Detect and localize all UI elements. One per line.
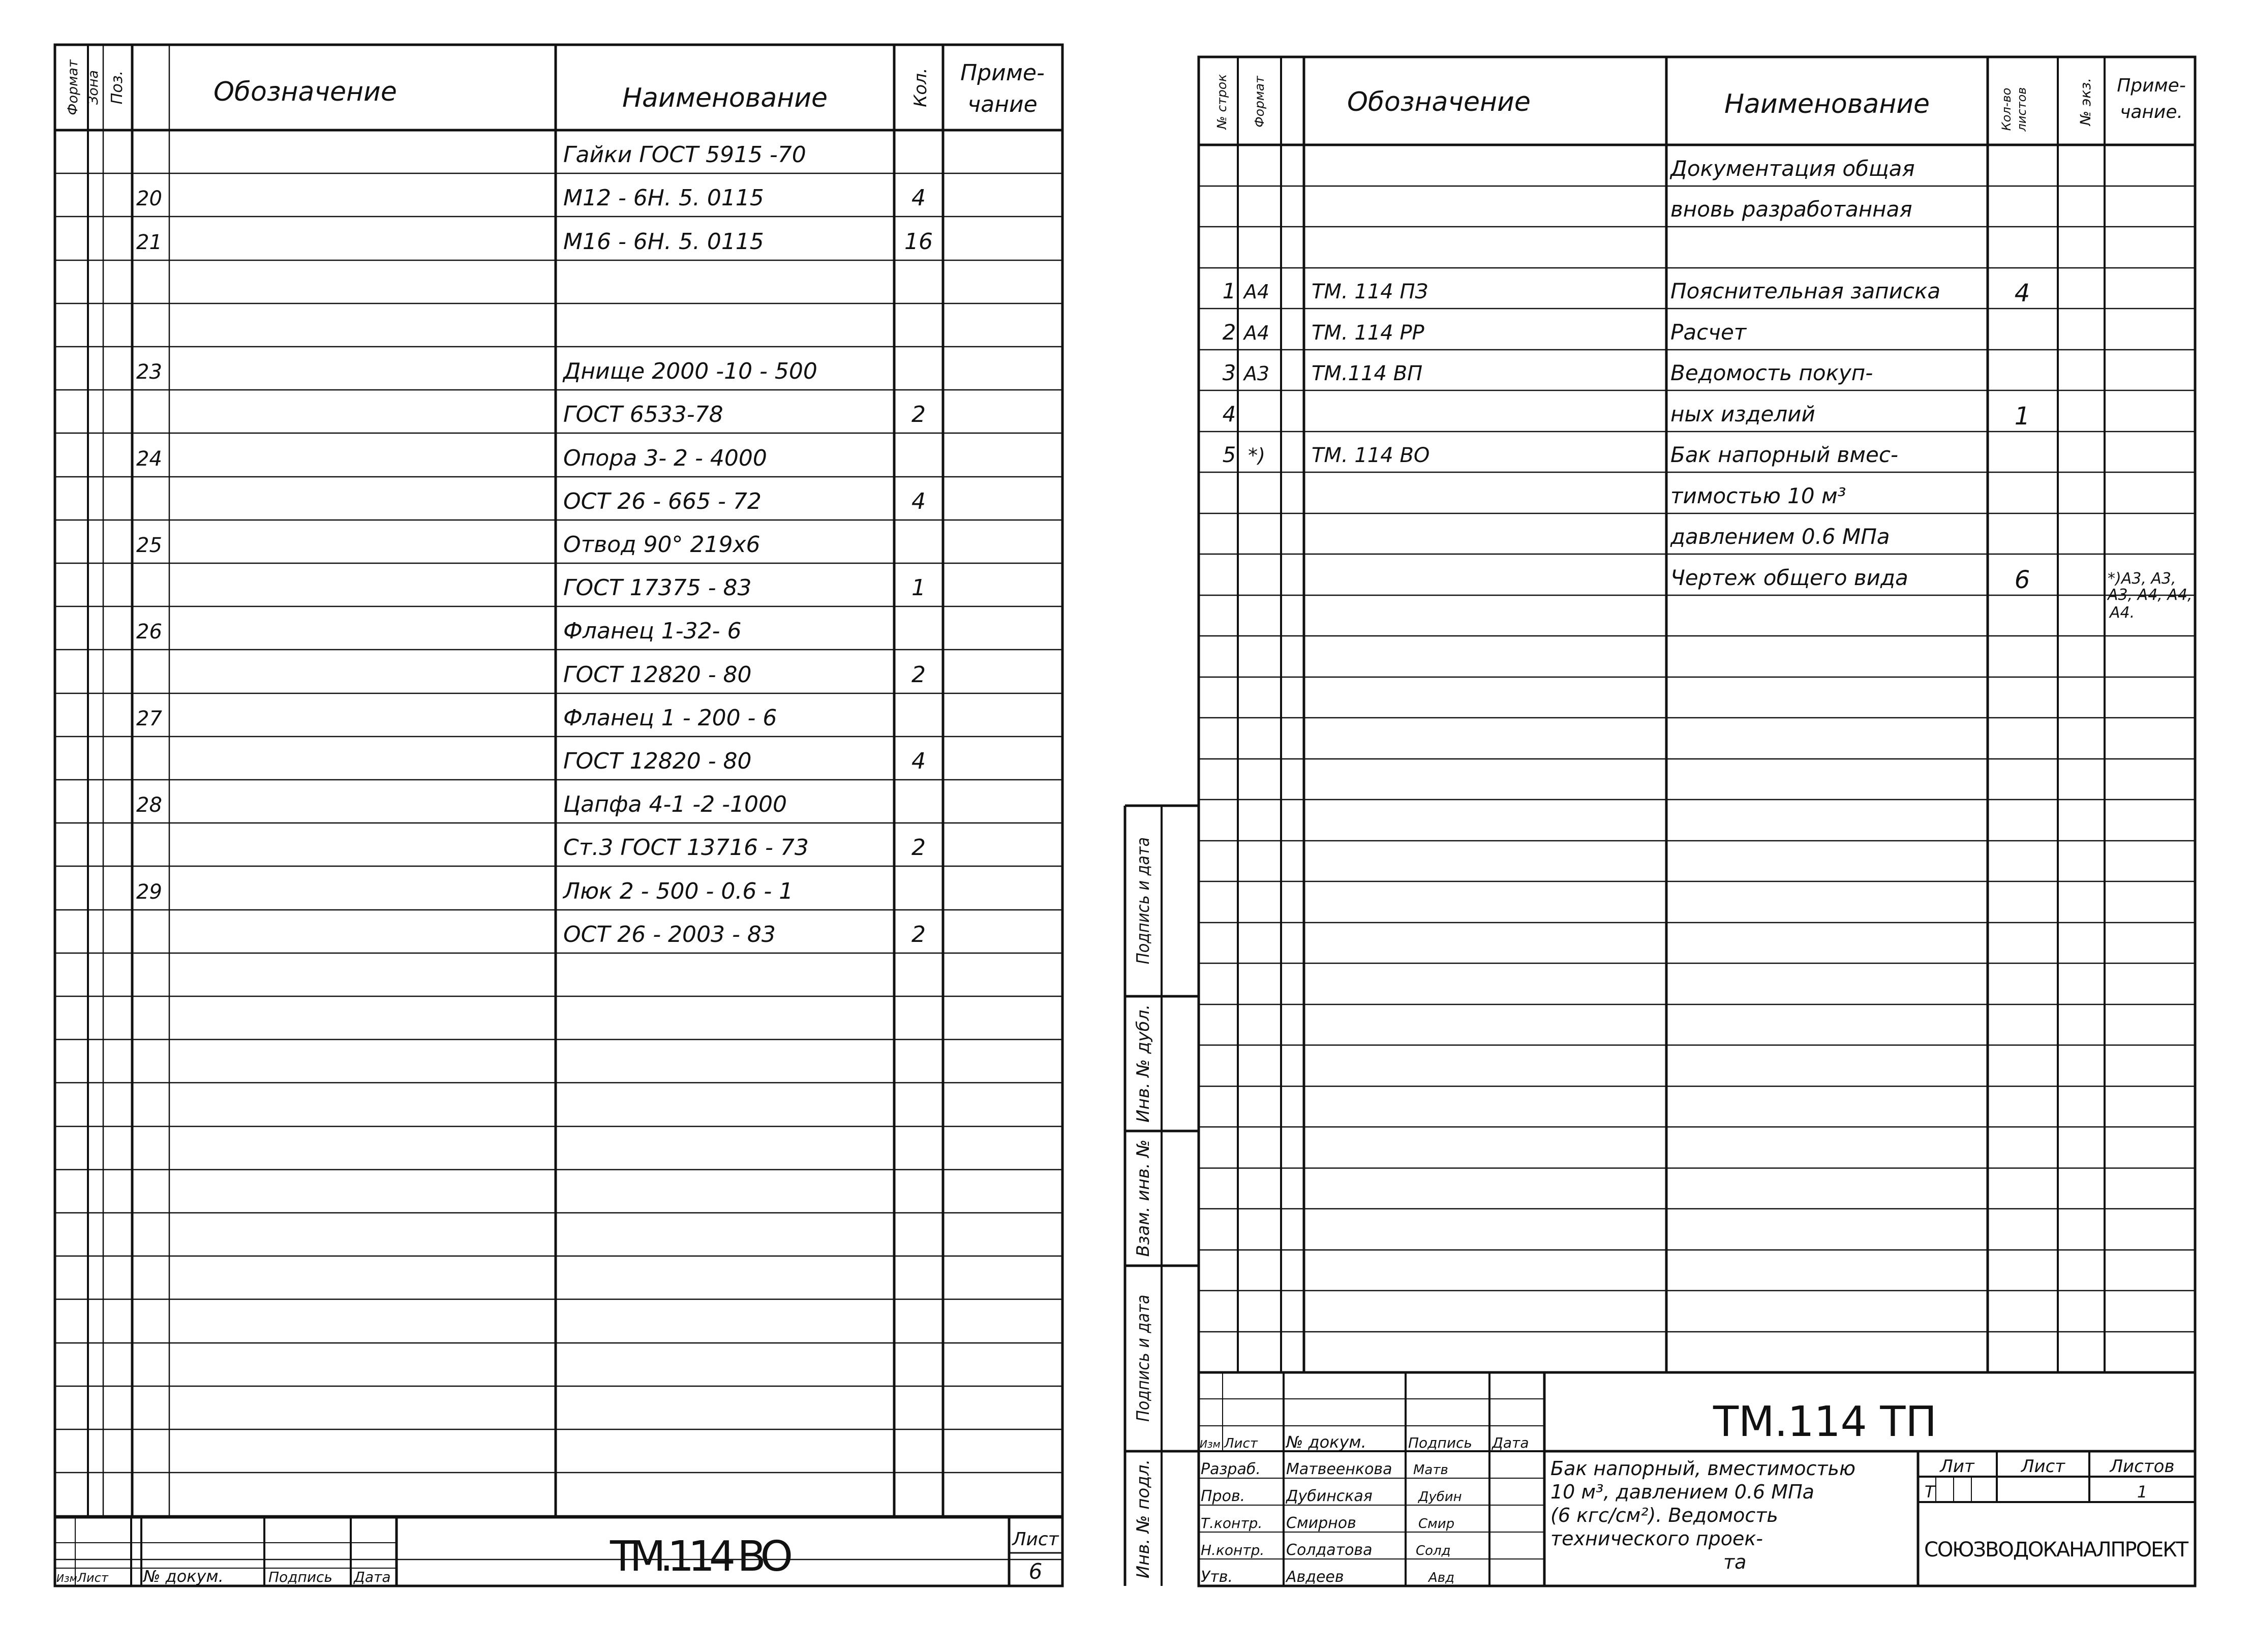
right-row-name: Документация общая	[1670, 156, 1915, 181]
left-row-pos: 26	[136, 620, 162, 644]
left-row-name: Отвод 90° 219х6	[563, 532, 760, 558]
left-row-qty: 2	[911, 662, 926, 688]
right-row-line-no: 4	[1222, 402, 1236, 426]
right-row-format: А3	[1243, 362, 1270, 385]
right-row-designation: ТМ.114 ВП	[1312, 362, 1423, 385]
left-row-qty: 2	[911, 835, 926, 861]
lit-value: Т	[1925, 1482, 1935, 1502]
name-approved: Авдеев	[1286, 1568, 1344, 1586]
signature-4: Солд	[1416, 1543, 1451, 1558]
left-row-pos: 23	[136, 360, 162, 384]
stamp-col-docno: № докум.	[1286, 1432, 1366, 1452]
hdr-format-r: Формат	[1252, 76, 1267, 128]
left-row-pos: 29	[136, 880, 162, 904]
name-developer: Матвеенкова	[1286, 1460, 1392, 1478]
hdr-line-no: № строк	[1214, 74, 1229, 130]
role-developer: Разраб.	[1201, 1460, 1261, 1478]
right-row-line-no: 3	[1222, 360, 1236, 385]
left-row-qty: 2	[911, 402, 926, 427]
lit-label: Лит	[1940, 1456, 1974, 1477]
note-line-1: *)А3, А3,	[2108, 570, 2176, 588]
right-row-name: Пояснительная записка	[1670, 279, 1941, 303]
right-row-line-no: 1	[1222, 279, 1236, 303]
left-stamp	[56, 1529, 1059, 1586]
sheet-label-r: Лист	[2021, 1456, 2065, 1477]
right-row-name: Чертеж общего вида	[1670, 565, 1908, 590]
hdr-zone: Зона	[85, 70, 101, 105]
right-row-format: *)	[1248, 444, 1265, 467]
left-row-name: ОСТ 26 - 2003 - 83	[563, 922, 776, 947]
signature-2: Дубин	[1418, 1489, 1462, 1505]
left-stamp-sign: Подпись	[268, 1569, 332, 1585]
stamp-col-izm: Изм	[1200, 1438, 1221, 1450]
right-row-name: давлением 0.6 МПа	[1670, 524, 1890, 549]
left-row-qty: 16	[904, 229, 933, 255]
sheets-value: 1	[2137, 1482, 2148, 1502]
organization: СОЮЗВОДОКАНАЛПРОЕКТ	[1924, 1538, 2188, 1562]
side-label-replace-inv: Взам. инв. №	[1133, 1139, 1153, 1257]
right-row-name: Бак напорный вмес-	[1670, 442, 1899, 467]
right-note-block	[2107, 570, 2193, 622]
hdr-format: Формат	[65, 59, 81, 115]
left-row-qty: 1	[911, 575, 926, 601]
role-checker: Пров.	[1201, 1487, 1245, 1505]
signature-5: Авд	[1428, 1570, 1455, 1585]
signature-3: Смир	[1418, 1516, 1455, 1532]
left-row-pos: 20	[136, 187, 162, 210]
right-header	[1214, 74, 2186, 132]
hdr-sheets-2: листов	[2015, 87, 2029, 132]
left-row-qty: 4	[911, 488, 926, 514]
hdr-note-r-1: Приме-	[2117, 75, 2186, 96]
name-norm-control: Солдатова	[1286, 1541, 1373, 1559]
left-sheet	[55, 45, 1062, 1586]
right-row-name: ных изделий	[1670, 402, 1815, 426]
left-row-name: ГОСТ 12820 - 80	[563, 662, 752, 688]
name-tech-control: Смирнов	[1286, 1514, 1356, 1532]
right-row-sheets: 6	[2014, 566, 2030, 594]
role-norm-control: Н.контр.	[1201, 1542, 1265, 1558]
left-row-pos: 28	[136, 793, 162, 817]
hdr-name-r: Наименование	[1724, 89, 1930, 119]
hdr-note-r-2: чание.	[2120, 102, 2183, 123]
title-line-1: Бак напорный, вместимостью	[1550, 1457, 1855, 1480]
right-rows	[1223, 156, 2030, 594]
left-sheet-no: 6	[1028, 1559, 1043, 1584]
signature-1: Матв	[1413, 1462, 1448, 1478]
left-row-pos: 27	[136, 707, 162, 730]
hdr-pos: Поз.	[108, 70, 126, 105]
left-row-name: ОСТ 26 - 665 - 72	[563, 488, 762, 514]
right-row-name: Расчет	[1670, 320, 1747, 345]
left-row-pos: 21	[136, 231, 162, 254]
left-row-name: Ст.3 ГОСТ 13716 - 73	[563, 835, 809, 861]
left-row-name: ГОСТ 12820 - 80	[563, 748, 752, 774]
right-row-designation: ТМ. 114 ВО	[1312, 444, 1430, 467]
hdr-sheets-1: Кол-во	[1999, 87, 2014, 131]
right-row-sheets: 1	[2014, 402, 2030, 431]
hdr-note-2: чание	[967, 91, 1038, 117]
left-row-lines	[55, 173, 1062, 1559]
left-row-name: Цапфа 4-1 -2 -1000	[563, 791, 787, 817]
role-approved: Утв.	[1201, 1568, 1233, 1586]
stamp-col-sign: Подпись	[1408, 1434, 1472, 1451]
left-row-qty: 2	[911, 922, 926, 947]
left-row-name: Фланец 1 - 200 - 6	[563, 705, 777, 731]
left-row-pos: 24	[136, 447, 162, 471]
left-rows	[136, 142, 933, 947]
right-row-sheets: 4	[2014, 279, 2030, 308]
right-row-format: А4	[1243, 281, 1270, 303]
left-stamp-date: Дата	[354, 1569, 391, 1585]
left-stamp-list: Лист	[77, 1571, 108, 1585]
sheets-label-r: Листов	[2110, 1456, 2175, 1477]
left-row-name: М16 - 6Н. 5. 0115	[563, 229, 764, 255]
title-line-5: та	[1723, 1551, 1747, 1573]
right-row-designation: ТМ. 114 РР	[1312, 321, 1424, 345]
note-line-3: А4.	[2110, 604, 2135, 622]
hdr-name: Наименование	[622, 83, 828, 113]
side-label-sign-date-2: Подпись и дата	[1133, 1278, 1153, 1422]
name-checker: Дубинская	[1286, 1487, 1373, 1505]
right-row-name: тимостью 10 м³	[1670, 483, 1846, 508]
hdr-qty: Кол.	[910, 68, 931, 107]
left-sheet-frame	[55, 45, 1062, 1586]
title-line-2: 10 м³, давлением 0.6 МПа	[1550, 1481, 1814, 1503]
right-row-line-no: 2	[1222, 320, 1236, 345]
side-label-dup-inv: Инв. № дубл.	[1133, 1004, 1153, 1123]
right-row-format: А4	[1243, 322, 1270, 344]
stamp-col-list: Лист	[1224, 1436, 1258, 1451]
hdr-designation: Обозначение	[214, 77, 397, 107]
hdr-note-1: Приме-	[960, 60, 1045, 86]
side-label-orig-inv: Инв. № подл.	[1133, 1459, 1153, 1579]
side-labels	[1133, 821, 1153, 1579]
hdr-designation-r: Обозначение	[1347, 87, 1531, 117]
note-line-2: А3, А4, А4,	[2108, 586, 2193, 604]
title-line-4: технического проек-	[1550, 1527, 1763, 1550]
left-stamp-izm: Изм	[56, 1572, 77, 1584]
right-row-lines	[1199, 186, 2195, 1332]
left-row-name: ГОСТ 17375 - 83	[563, 575, 752, 601]
right-row-line-no: 5	[1222, 442, 1236, 467]
title-line-3: (6 кгс/см²). Ведомость	[1550, 1504, 1778, 1526]
left-row-pos: 25	[136, 534, 162, 557]
left-stamp-doc-no: № докум.	[143, 1567, 224, 1586]
left-row-name: Опора 3- 2 - 4000	[563, 445, 767, 471]
right-row-designation: ТМ. 114 ПЗ	[1312, 280, 1428, 303]
side-label-sign-date-1: Подпись и дата	[1133, 821, 1153, 964]
left-row-name: М12 - 6Н. 5. 0115	[563, 185, 764, 211]
right-doc-code: ТМ.114 ТП	[1713, 1398, 1937, 1446]
left-doc-code: ТМ.114 ВО	[610, 1533, 793, 1581]
hdr-copy-no: № экз.	[2077, 77, 2094, 126]
left-row-name: ГОСТ 6533-78	[563, 402, 723, 427]
left-row-name: Люк 2 - 500 - 0.6 - 1	[563, 878, 794, 904]
stamp-col-date: Дата	[1492, 1434, 1529, 1451]
role-tech-control: Т.контр.	[1201, 1515, 1263, 1532]
right-row-name: вновь разработанная	[1670, 197, 1912, 222]
right-row-name: Ведомость покуп-	[1670, 360, 1873, 385]
left-row-name: Днище 2000 -10 - 500	[563, 358, 817, 384]
left-row-name: Фланец 1-32- 6	[563, 618, 742, 644]
left-row-qty: 4	[911, 185, 926, 211]
right-sheet	[1125, 57, 2195, 1586]
left-row-name: Гайки ГОСТ 5915 -70	[563, 142, 806, 168]
left-row-qty: 4	[911, 748, 926, 774]
left-sheet-label: Лист	[1012, 1529, 1059, 1550]
